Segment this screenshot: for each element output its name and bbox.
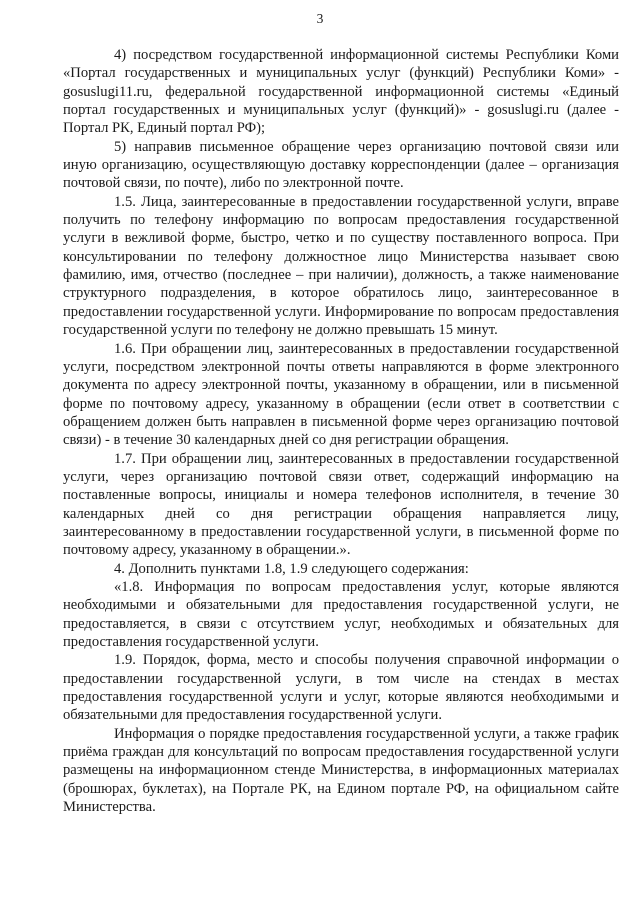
paragraph-1-5: 1.5. Лица, заинтересованные в предоставлении государственной услуги, вправе получить по телефону информацию по вопросам предоставления государственной услуги в вежливой форме, быстро, четко и по существу поставленного вопроса. При консультировании по телефону должностное лицо Министерства называет свою фамилию, имя, отчество (последнее – при наличии), должность, а также наименование структурного подразделения, в которое обратилось лицо, заинтересованное в предоставлении государственной услуги. Информирование по вопросам предоставления государственной услуги по телефону не должно превышать 15 минут. bbox=[63, 193, 619, 339]
page-number: 3 bbox=[316, 11, 324, 26]
paragraph-1-7: 1.7. При обращении лиц, заинтересованных в предоставлении государственной услуги, через организацию почтовой связи ответ, содержащий информацию на поставленные вопросы, инициалы и номера телефонов исполнителя, в течение 30 календарных дней со дня регистрации обращения направляется лицу, заинтересованному в предоставлении государственной услуги, в письменной форме по почтовому адресу, указанному в обращении.». bbox=[63, 450, 619, 559]
paragraph-1-6: 1.6. При обращении лиц, заинтересованных в предоставлении государственной услуги, посредством электронной почты ответы направляются в форме электронного документа по адресу электронной почты, указанному в обращении, или в письменной форме по почтовому адресу, указанному в обращении (если ответ в соответствии с обращением должен быть направлен в письменной форме через организацию почтовой связи) - в течение 30 календарных дней со дня регистрации обращения. bbox=[63, 340, 619, 449]
paragraph-item-5: 5) направив письменное обращение через организацию почтовой связи или иную организацию, осуществляющую доставку корреспонденции (далее – организация почтовой связи, по почте), либо по электронной почте. bbox=[63, 138, 619, 192]
paragraph-item-4: 4) посредством государственной информационной системы Республики Коми «Портал государственных и муниципальных услуг (функций) Республики Коми» - gosuslugi11.ru, федеральной государственной информационной системы «Единый портал государственных и муниципальных услуг (функций)» - gosuslugi.ru (далее - Портал РК, Единый портал РФ); bbox=[63, 47, 619, 137]
paragraph-amendment-4: 4. Дополнить пунктами 1.8, 1.9 следующего содержания: bbox=[114, 560, 469, 577]
paragraph-1-9: 1.9. Порядок, форма, место и способы получения справочной информации о предоставлении государственной услуги, в том числе на стендах в местах предоставления государственной услуги и услуг, которые являются необходимыми и обязательными для предоставления государственной услуги. bbox=[63, 652, 619, 724]
document-body bbox=[63, 46, 619, 816]
paragraph-1-8: «1.8. Информация по вопросам предоставления услуг, которые являются необходимыми и обязательными для предоставления государственной услуги, не предоставляется, в связи с отсутствием услуг, необходимых и обязательных для предоставления государственной услуги. bbox=[63, 578, 619, 650]
paragraph-information: Информация о порядке предоставления государственной услуги, а также график приёма граждан для консультаций по вопросам предоставления государственной услуги размещены на информационном стенде Министерства, в информационных материалах (брошюрах, буклетах), на Портале РК, на Едином портале РФ, на официальном сайте Министерства. bbox=[63, 725, 619, 816]
